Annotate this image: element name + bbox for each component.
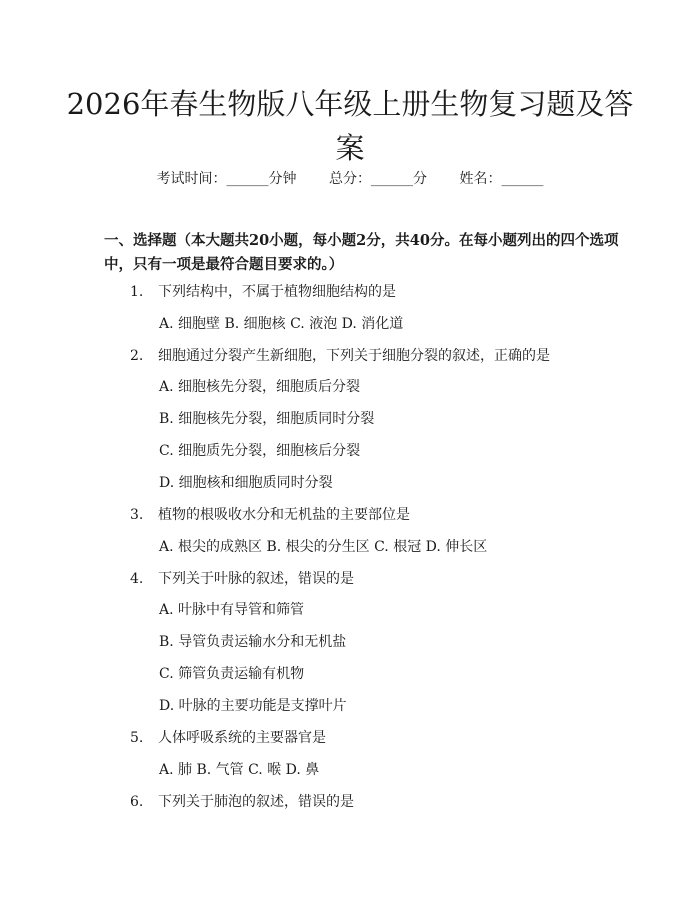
question-5-options: A. 肺 B. 气管 C. 喉 D. 鼻 [159, 762, 320, 778]
page-title: 2026年春生物版八年级上册生物复习题及答案 [66, 87, 634, 165]
question-2-option-b: B. 细胞核先分裂，细胞质同时分裂 [159, 411, 375, 427]
question-5 [130, 728, 326, 748]
question-4-option-a: A. 叶脉中有导管和筛管 [159, 602, 305, 618]
question-4-option-c: C. 筛管负责运输有机物 [159, 666, 305, 682]
question-number: 1. [130, 284, 144, 300]
question-text: 下列关于叶脉的叙述，错误的是 [158, 571, 354, 587]
question-2-option-a: A. 细胞核先分裂，细胞质后分裂 [159, 379, 361, 395]
question-4-option-b: B. 导管负责运输水分和无机盐 [159, 634, 347, 650]
question-2-option-d: D. 细胞核和细胞质同时分裂 [159, 475, 333, 491]
question-number: 5. [130, 730, 144, 746]
question-6 [130, 792, 354, 812]
question-1 [130, 282, 396, 302]
question-number: 6. [130, 794, 144, 810]
question-number: 2. [130, 348, 144, 364]
question-text: 下列关于肺泡的叙述，错误的是 [158, 794, 354, 810]
question-number: 4. [130, 571, 144, 587]
question-3-options: A. 根尖的成熟区 B. 根尖的分生区 C. 根冠 D. 伸长区 [159, 539, 488, 555]
question-4 [130, 569, 354, 589]
exam-time: 考试时间：______分钟 [156, 171, 297, 187]
exam-total-score: 总分：______分 [329, 171, 427, 187]
section-heading: 一、选择题（本大题共20小题，每小题2分，共40分。在每小题列出的四个选项中，只有一项是最符合题目要求的。） [104, 232, 619, 273]
question-2-option-c: C. 细胞质先分裂，细胞核后分裂 [159, 443, 361, 459]
question-4-option-d: D. 叶脉的主要功能是支撑叶片 [159, 698, 347, 714]
question-3 [130, 505, 410, 525]
question-2 [130, 346, 550, 366]
exam-name: 姓名：______ [459, 171, 544, 187]
question-text: 人体呼吸系统的主要器官是 [158, 730, 326, 746]
exam-meta [0, 168, 700, 188]
question-1-options: A. 细胞壁 B. 细胞核 C. 液泡 D. 消化道 [159, 316, 404, 332]
question-text: 下列结构中，不属于植物细胞结构的是 [158, 284, 396, 300]
question-text: 细胞通过分裂产生新细胞，下列关于细胞分裂的叙述，正确的是 [158, 348, 550, 364]
question-number: 3. [130, 507, 144, 523]
question-text: 植物的根吸收水分和无机盐的主要部位是 [158, 507, 410, 523]
